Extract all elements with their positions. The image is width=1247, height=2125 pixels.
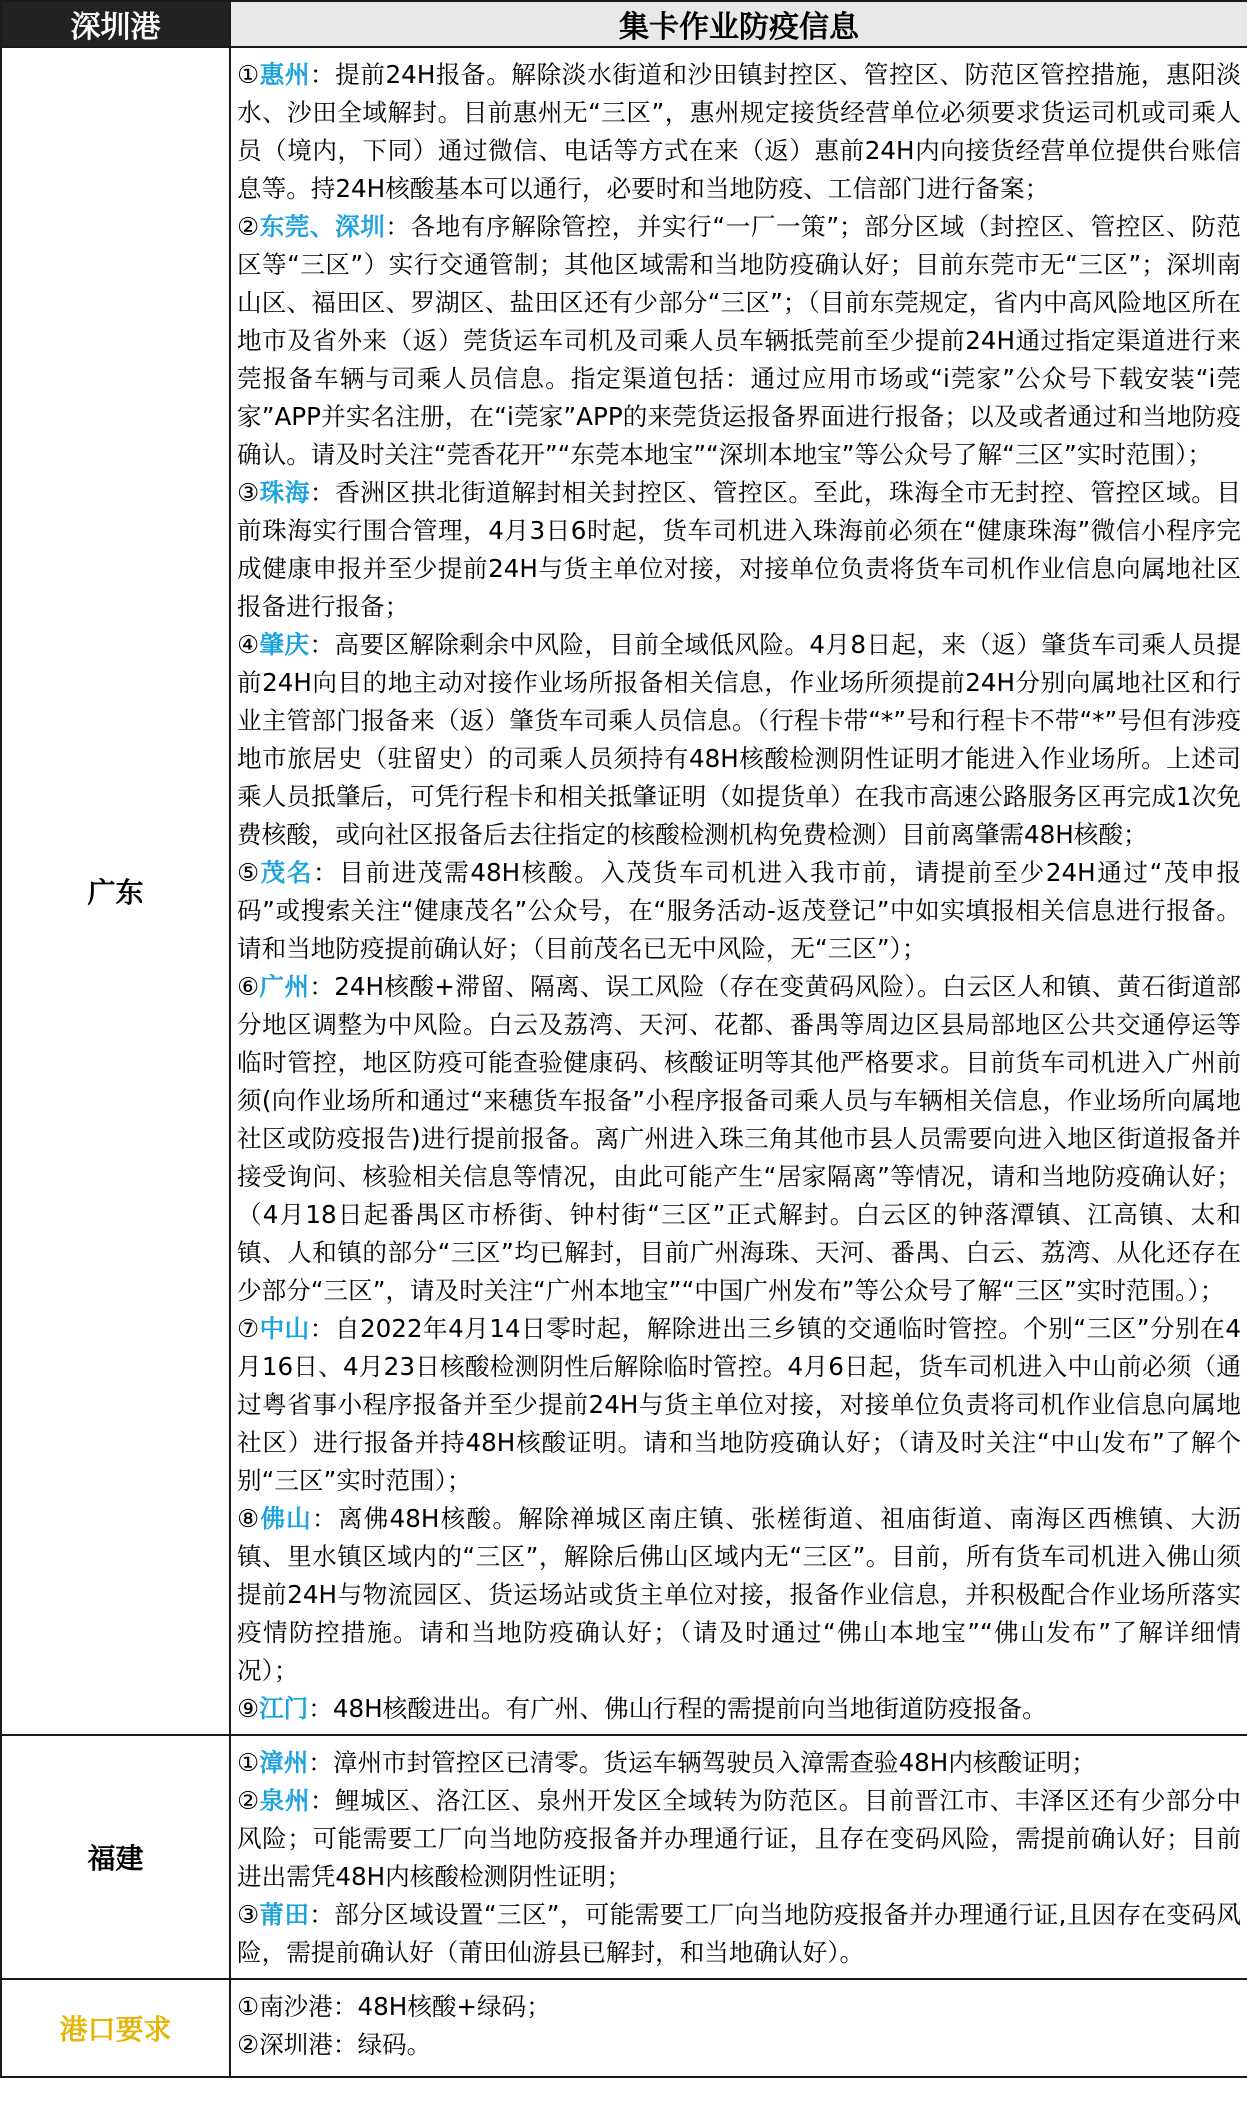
header-row <box>1 1 1247 47</box>
entry-number: ② <box>237 1786 260 1815</box>
entry-number: ⑦ <box>237 1314 260 1343</box>
entry-city: 中山 <box>259 1314 310 1343</box>
entry-number: ⑤ <box>237 858 261 887</box>
entry-text: ：目前进茂需48H核酸。入茂货车司机进入我市前，请提前至少24H通过“茂申报码”或搜索关注“健康茂名”公众号，在“服务活动-返茂登记”中如实填报相关信息进行报备。请和当地防疫提前确认好；（目前茂名已无中风险，无“三区”）； <box>237 858 1241 963</box>
entry-item <box>237 626 1241 854</box>
entry-text: ：香洲区拱北街道解封相关封控区、管控区。至此，珠海全市无封控、管控区域。目前珠海实行围合管理，4月3日6时起，货车司机进入珠海前必须在“健康珠海”微信小程序完成健康申报并至少提前24H与货主单位对接，对接单位负责将货车司机作业信息向属地社区报备进行报备； <box>237 478 1241 621</box>
entry-city: 漳州 <box>259 1748 309 1777</box>
entry-text: ：鲤城区、洛江区、泉州开发区全域转为防范区。目前晋江市、丰泽区还有少部分中风险；可能需要工厂向当地防疫报备并办理通行证，且存在变码风险，需提前确认好；目前进出需凭48H内核酸检测阴性证明； <box>237 1786 1241 1891</box>
entry-text: 深圳港：绿码。 <box>259 2030 432 2059</box>
entry-city: 泉州 <box>259 1786 310 1815</box>
region-label: 港口要求 <box>1 1979 230 2077</box>
entry-number: ② <box>237 212 260 241</box>
entry-text: 南沙港：48H核酸+绿码； <box>259 1992 551 2021</box>
entry-text: ：部分区域设置“三区”，可能需要工厂向当地防疫报备并办理通行证,且因存在变码风险，需提前确认好（莆田仙游县已解封，和当地确认好）。 <box>237 1900 1241 1967</box>
header-title: 集卡作业防疫信息 <box>230 1 1247 47</box>
entry-item <box>237 474 1241 626</box>
region-label: 福建 <box>1 1735 230 1979</box>
entry-number: ⑧ <box>237 1504 261 1533</box>
entry-city: 珠海 <box>259 478 310 507</box>
entry-item <box>237 1744 1241 1782</box>
entry-number: ⑨ <box>237 1694 260 1723</box>
section-row-guangdong <box>1 47 1247 1735</box>
entry-number: ① <box>237 1992 260 2021</box>
entry-number: ② <box>237 2030 260 2059</box>
entry-city: 东莞、深圳 <box>259 212 386 241</box>
entry-text: ：24H核酸+滞留、隔离、误工风险（存在变黄码风险）。白云区人和镇、黄石街道部分地区调整为中风险。白云及荔湾、天河、花都、番禺等周边区县局部地区公共交通停运等临时管控，地区防疫可能查验健康码、核酸证明等其他严格要求。目前货车司机进入广州前须(向作业场所和通过“来穗货车报备”小程序报备司乘人员与车辆相关信息，作业场所向属地社区或防疫报告)进行提前报备。离广州进入珠三角其他市县人员需要向进入地区街道报备并接受询问、核验相关信息等情况，由此可能产生“居家隔离”等情况，请和当地防疫确认好；（4月18日起番禺区市桥街、钟村街“三区”正式解封。白云区的钟落潭镇、江高镇、太和镇、人和镇的部分“三区”均已解封，目前广州海珠、天河、番禺、白云、荔湾、从化还存在少部分“三区”，请及时关注“广州本地宝”“中国广州发布”等公众号了解“三区”实时范围。）； <box>237 972 1241 1305</box>
entry-item <box>237 1310 1241 1500</box>
section-row-fujian <box>1 1735 1247 1979</box>
entry-item <box>237 1896 1241 1972</box>
entry-text: ：离佛48H核酸。解除禅城区南庄镇、张槎街道、祖庙街道、南海区西樵镇、大沥镇、里水镇区域内的“三区”，解除后佛山区域内无“三区”。目前，所有货车司机进入佛山须提前24H与物流园区、货运场站或货主单位对接，报备作业信息，并积极配合作业场所落实疫情防控措施。请和当地防疫确认好；（请及时通过“佛山本地宝”“佛山发布”了解详细情况）； <box>237 1504 1241 1685</box>
entry-number: ① <box>237 1748 260 1777</box>
entry-item <box>237 1500 1241 1690</box>
entry-item <box>237 2026 1241 2064</box>
entry-city: 肇庆 <box>259 630 310 659</box>
region-label: 广东 <box>1 47 230 1735</box>
entry-city: 广州 <box>259 972 310 1001</box>
entry-text: ：各地有序解除管控，并实行“一厂一策”；部分区域（封控区、管控区、防范区等“三区”）实行交通管制；其他区域需和当地防疫确认好；目前东莞市无“三区”；深圳南山区、福田区、罗湖区、盐田区还有少部分“三区”；（目前东莞规定，省内中高风险地区所在地市及省外来（返）莞货运车司机及司乘人员车辆抵莞前至少提前24H通过指定渠道进行来莞报备车辆与司乘人员信息。指定渠道包括：通过应用市场或“i莞家”公众号下载安装“i莞家”APP并实名注册，在“i莞家”APP的来莞货运报备界面进行报备；以及或者通过和当地防疫确认。请及时关注“莞香花开”“东莞本地宝”“深圳本地宝”等公众号了解“三区”实时范围）； <box>237 212 1241 469</box>
entry-item <box>237 208 1241 474</box>
entry-number: ⑥ <box>237 972 260 1001</box>
entry-text: ：提前24H报备。解除淡水街道和沙田镇封控区、管控区、防范区管控措施，惠阳淡水、沙田全域解封。目前惠州无“三区”，惠州规定接货经营单位必须要求货运司机或司乘人员（境内，下同）通过微信、电话等方式在来（返）惠前24H内向接货经营单位提供台账信息等。持24H核酸基本可以通行，必要时和当地防疫、工信部门进行备案； <box>237 60 1241 203</box>
entry-text: ：漳州市封管控区已清零。货运车辆驾驶员入漳需查验48H内核酸证明； <box>308 1748 1096 1777</box>
entry-item <box>237 1690 1241 1728</box>
header-port: 深圳港 <box>1 1 230 47</box>
region-content <box>230 1735 1247 1979</box>
entry-city: 莆田 <box>259 1900 310 1929</box>
region-content <box>230 1979 1247 2077</box>
entry-text: ：48H核酸进出。有广州、佛山行程的需提前向当地街道防疫报备。 <box>308 1694 1047 1723</box>
section-row-port-requirements <box>1 1979 1247 2077</box>
entry-number: ③ <box>237 478 260 507</box>
entry-text: ：高要区解除剩余中风险，目前全域低风险。4月8日起，来（返）肇货车司乘人员提前24H向目的地主动对接作业场所报备相关信息，作业场所须提前24H分别向属地社区和行业主管部门报备来（返）肇货车司乘人员信息。（行程卡带“*”号和行程卡不带“*”号但有涉疫地市旅居史（驻留史）的司乘人员须持有48H核酸检测阴性证明才能进入作业场所。上述司乘人员抵肇后，可凭行程卡和相关抵肇证明（如提货单）在我市高速公路服务区再完成1次免费核酸，或向社区报备后去往指定的核酸检测机构免费检测）目前离肇需48H核酸； <box>237 630 1241 849</box>
entry-number: ③ <box>237 1900 260 1929</box>
entry-number: ① <box>237 60 260 89</box>
entry-number: ④ <box>237 630 260 659</box>
entry-item <box>237 854 1241 968</box>
entry-item <box>237 968 1241 1310</box>
entry-city: 惠州 <box>259 60 310 89</box>
entry-city: 茂名 <box>260 858 314 887</box>
entry-text: ：自2022年4月14日零时起，解除进出三乡镇的交通临时管控。个别“三区”分别在4月16日、4月23日核酸检测阴性后解除临时管控。4月6日起，货车司机进入中山前必须（通过粤省事小程序报备并至少提前24H与货主单位对接，对接单位负责将司机作业信息向属地社区）进行报备并持48H核酸证明。请和当地防疫确认好；（请及时关注“中山发布”了解个别“三区”实时范围）； <box>237 1314 1241 1495</box>
entry-item <box>237 56 1241 208</box>
region-content <box>230 47 1247 1735</box>
entry-city: 江门 <box>259 1694 309 1723</box>
entry-item <box>237 1782 1241 1896</box>
entry-item <box>237 1988 1241 2026</box>
entry-city: 佛山 <box>260 1504 313 1533</box>
